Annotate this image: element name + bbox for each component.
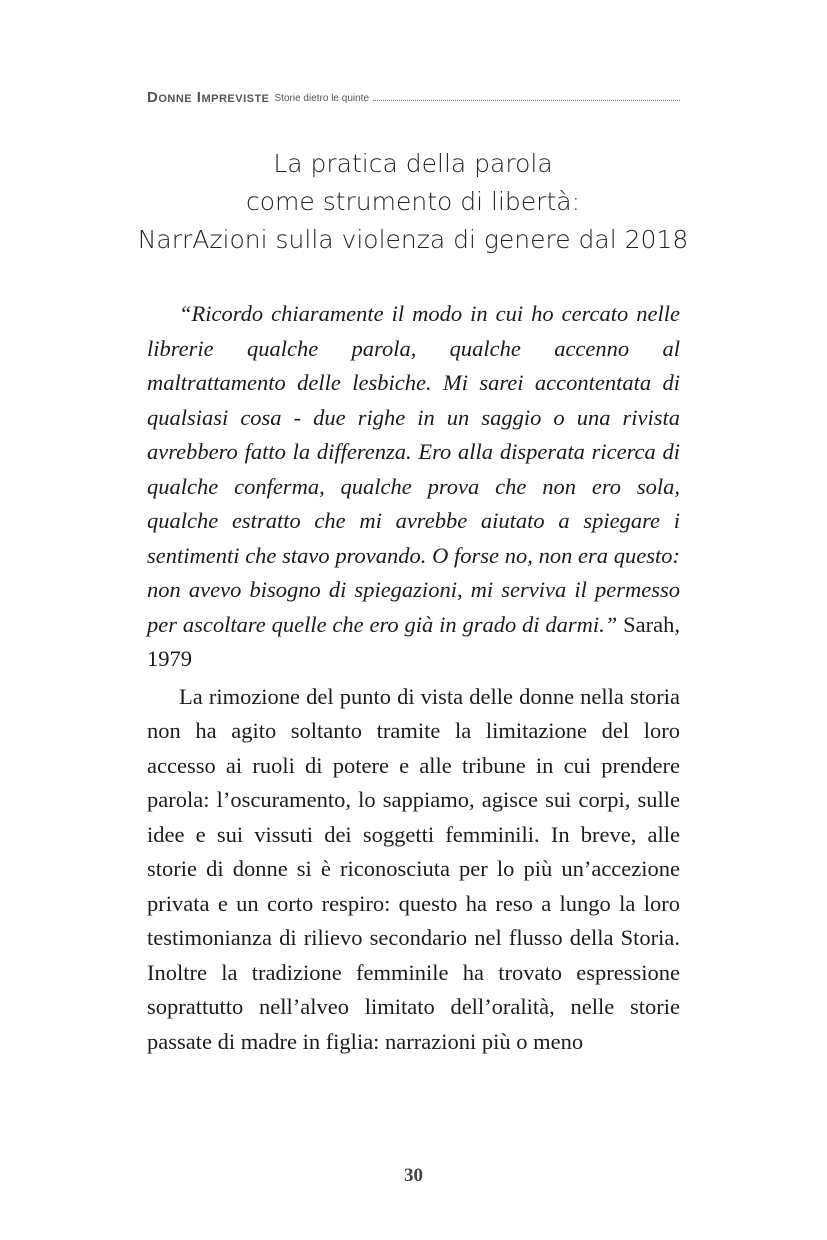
quote-text: “Ricordo chiaramente il modo in cui ho cercato nelle librerie qualche parola, qualche accenno al maltrattamento delle lesbiche. Mi sarei accontentata di qualsiasi cosa - due righe in un saggio o una rivista avrebbero fatto la differenza. Ero alla disperata ricerca di qualche conferma, qualche prova che non ero sola, qualche estratto che mi avrebbe aiutato a spiegare i sentimenti che stavo provando. O forse no, non era questo: non avevo bisogno di spiegazioni, mi serviva il permesso per ascoltare quelle che ero già in grado di darmi.” <box>147 301 680 637</box>
body-paragraph: La rimozione del punto di vista delle donne nella storia non ha agito soltanto tramite la limitazione del loro accesso ai ruoli di potere e alle tribune in cui prendere parola: l’oscuramento, lo sappiamo, agisce sui corpi, sulle idee e sui vissuti dei soggetti femminili. In breve, alle storie di donne si è riconosciuta per lo più un’accezione privata e un corto respiro: questo ha reso a lungo la loro testimonianza di rilievo secondario nel flusso della Storia. Inoltre la tradizione femminile ha trovato espressione soprattutto nell’alveo limitato dell’oralità, nelle storie passate di madre in figlia: narrazioni più o meno <box>147 683 680 1054</box>
running-header <box>147 84 680 106</box>
chapter-title-line-3: NarrAzioni sulla violenza di genere dal 2018 <box>137 225 689 254</box>
header-subtitle: Storie dietro le quinte <box>274 93 370 104</box>
chapter-title-line-1: La pratica della parola <box>273 149 553 178</box>
body-text <box>147 297 680 1059</box>
quote-attribution: Sarah, 1979 <box>147 611 681 671</box>
chapter-title <box>130 145 696 259</box>
page-number: 30 <box>404 1165 423 1186</box>
chapter-title-line-2: come strumento di libertà: <box>245 187 581 216</box>
epigraph-quote <box>147 297 680 677</box>
header-dotted-leader <box>373 99 680 101</box>
header-series-title: Donne Impreviste <box>147 89 270 106</box>
